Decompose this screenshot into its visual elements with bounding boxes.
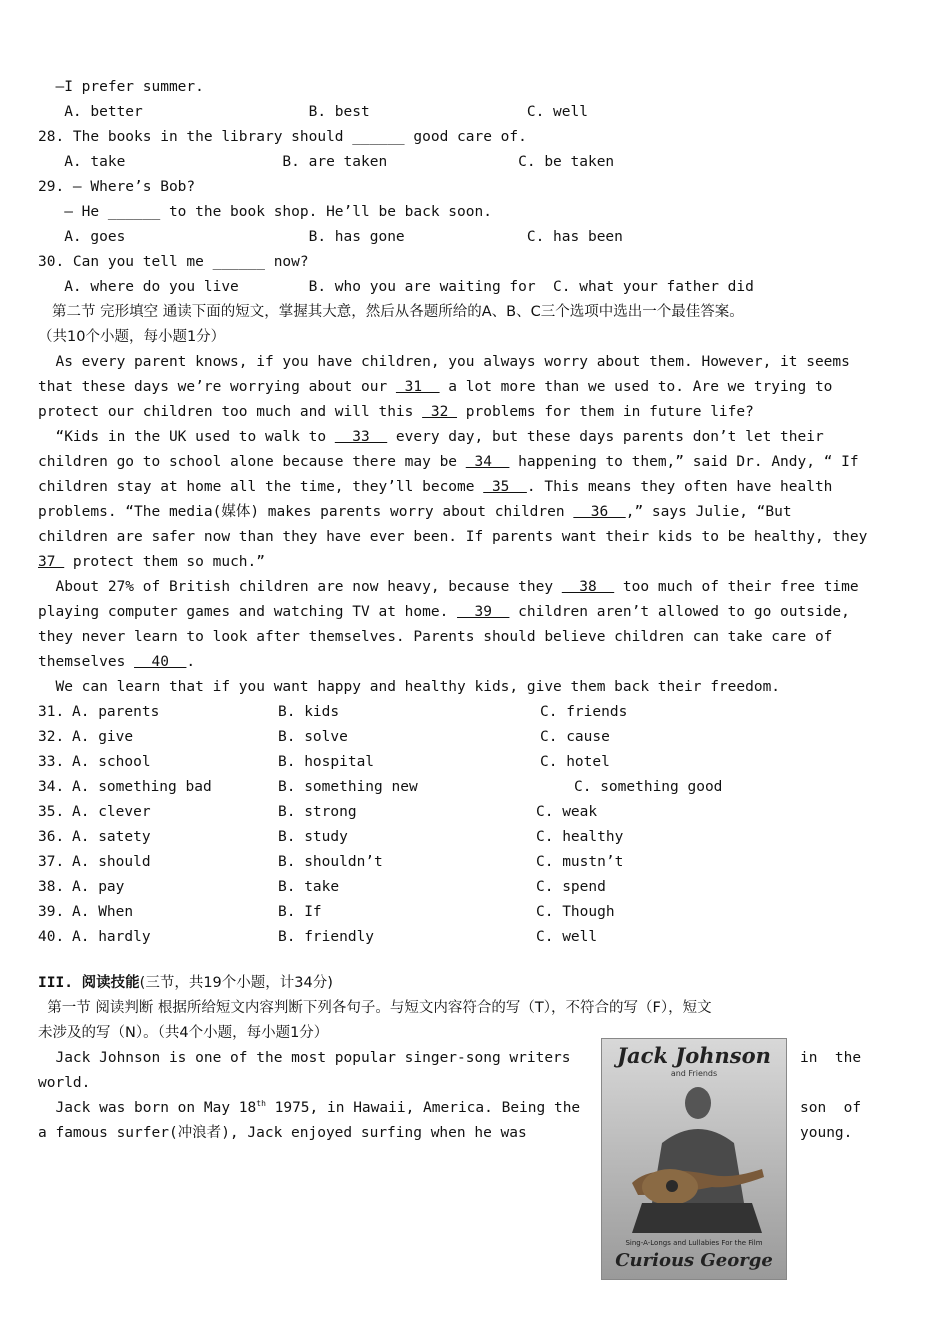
q28-options: A. take B. are taken C. be taken bbox=[38, 154, 615, 170]
option-b: B. something new bbox=[278, 779, 418, 795]
album-title: Jack Johnson bbox=[617, 1043, 771, 1068]
passage-line: “Kids in the UK used to walk to 33 every day, but these days parents don’t let their bbox=[38, 429, 824, 445]
option-c: C. well bbox=[536, 929, 598, 945]
option-number: 32. bbox=[38, 729, 65, 745]
option-b: B. strong bbox=[278, 804, 357, 820]
option-c: C. Though bbox=[536, 904, 615, 920]
passage-line: that these days we’re worrying about our 31 a lot more than we used to. Are we trying to bbox=[38, 379, 833, 395]
passage-line: About 27% of British children are now heavy, because they 38 too much of their free time bbox=[38, 579, 859, 595]
option-number: 35. bbox=[38, 804, 65, 820]
passage-line: children go to school alone because there may be 34 happening to them,” said Dr. Andy, “ If bbox=[38, 454, 859, 470]
passage-line: themselves 40 . bbox=[38, 654, 196, 670]
album-tagline: Sing-A-Longs and Lullabies For the Film bbox=[625, 1239, 763, 1247]
option-c: C. weak bbox=[536, 804, 598, 820]
blank-34: 34 bbox=[465, 454, 510, 470]
option-a: A. school bbox=[72, 754, 151, 770]
q27-answer: —I prefer summer. bbox=[38, 79, 204, 95]
option-a: A. hardly bbox=[72, 929, 151, 945]
option-c: C. hotel bbox=[540, 754, 610, 770]
q30-options: A. where do you live B. who you are waiting for C. what your father did bbox=[38, 279, 754, 295]
section2-instructions-cont: （共10个小题，每小题1分） bbox=[38, 329, 226, 345]
option-b: B. hospital bbox=[278, 754, 375, 770]
option-a: A. satety bbox=[72, 829, 151, 845]
q29-options: A. goes B. has gone C. has been bbox=[38, 229, 623, 245]
reading-line: Jack was born on May 18th 1975, in Hawaii, America. Being the bbox=[38, 1099, 581, 1116]
option-a: A. give bbox=[72, 729, 134, 745]
option-a: A. should bbox=[72, 854, 151, 870]
album-cover-image bbox=[601, 1038, 787, 1280]
album-subtitle: and Friends bbox=[670, 1069, 718, 1078]
passage-line: playing computer games and watching TV at home. 39 children aren’t allowed to go outside, bbox=[38, 604, 850, 620]
option-number: 40. bbox=[38, 929, 65, 945]
passage-line: 37 protect them so much.” bbox=[38, 554, 265, 570]
section3-instructions-cont: 未涉及的写（N）。（共4个小题，每小题1分） bbox=[38, 1025, 329, 1041]
reading-line-end: young. bbox=[800, 1125, 853, 1141]
passage-line: protect our children too much and will this 32 problems for them in future life? bbox=[38, 404, 754, 420]
option-c: C. mustn’t bbox=[536, 854, 624, 870]
blank-33: 33 bbox=[334, 429, 388, 445]
blank-38: 38 bbox=[561, 579, 615, 595]
blank-36: 36 bbox=[573, 504, 626, 520]
option-c: C. friends bbox=[540, 704, 628, 720]
option-b: B. take bbox=[278, 879, 340, 895]
option-number: 39. bbox=[38, 904, 65, 920]
option-b: B. friendly bbox=[278, 929, 375, 945]
option-b: B. study bbox=[278, 829, 348, 845]
q29-stem: 29. — Where’s Bob? bbox=[38, 179, 196, 195]
option-number: 31. bbox=[38, 704, 65, 720]
q29-answer: — He ______ to the book shop. He’ll be back soon. bbox=[38, 204, 492, 220]
option-c: C. cause bbox=[540, 729, 610, 745]
option-c: C. something good bbox=[574, 779, 723, 795]
option-a: A. pay bbox=[72, 879, 125, 895]
blank-35: 35 bbox=[483, 479, 527, 495]
section3-heading: III. 阅读技能(三节，共19个小题，计34分) bbox=[38, 975, 333, 991]
option-number: 38. bbox=[38, 879, 65, 895]
q30-stem: 30. Can you tell me ______ now? bbox=[38, 254, 309, 270]
option-c: C. spend bbox=[536, 879, 606, 895]
section3-instructions: 第一节 阅读判断 根据所给短文内容判断下列各句子。与短文内容符合的写（T），不符合的写（F），短文 bbox=[38, 1000, 712, 1016]
q28-stem: 28. The books in the library should ______ good care of. bbox=[38, 129, 527, 145]
blank-37: 37 bbox=[38, 554, 65, 570]
option-a: A. clever bbox=[72, 804, 151, 820]
section2-instructions: 第二节 完形填空 通读下面的短文，掌握其大意，然后从各题所给的A、B、C三个选项中选出一个最佳答案。 bbox=[52, 304, 744, 320]
reading-line: Jack Johnson is one of the most popular singer-song writers bbox=[38, 1050, 571, 1066]
option-number: 34. bbox=[38, 779, 65, 795]
blank-39: 39 bbox=[457, 604, 510, 620]
passage-line: We can learn that if you want happy and healthy kids, give them back their freedom. bbox=[38, 679, 781, 695]
blank-40: 40 bbox=[134, 654, 187, 670]
blank-32: 32 bbox=[422, 404, 458, 420]
guitarist-figure bbox=[612, 1083, 776, 1235]
option-b: B. kids bbox=[278, 704, 340, 720]
album-film-title: Curious George bbox=[615, 1250, 773, 1271]
passage-line: children are safer now than they have ever been. If parents want their kids to be healthy, they bbox=[38, 529, 868, 545]
option-b: B. solve bbox=[278, 729, 348, 745]
option-number: 37. bbox=[38, 854, 65, 870]
option-b: B. shouldn’t bbox=[278, 854, 383, 870]
passage-line: they never learn to look after themselves. Parents should believe children can take care of bbox=[38, 629, 833, 645]
reading-line: a famous surfer(冲浪者), Jack enjoyed surfing when he was bbox=[38, 1125, 527, 1141]
passage-line: problems. “The media(媒体) makes parents worry about children 36 ,” says Julie, “But bbox=[38, 504, 792, 520]
option-a: A. When bbox=[72, 904, 134, 920]
passage-line: As every parent knows, if you have children, you always worry about them. However, it seems bbox=[38, 354, 850, 370]
blank-31: 31 bbox=[395, 379, 440, 395]
option-number: 33. bbox=[38, 754, 65, 770]
q27-options: A. better B. best C. well bbox=[38, 104, 588, 120]
option-c: C. healthy bbox=[536, 829, 624, 845]
reading-line: world. bbox=[38, 1075, 91, 1091]
option-b: B. If bbox=[278, 904, 322, 920]
option-a: A. parents bbox=[72, 704, 160, 720]
option-a: A. something bad bbox=[72, 779, 212, 795]
passage-line: children stay at home all the time, they’ll become 35 . This means they often have health bbox=[38, 479, 833, 495]
option-number: 36. bbox=[38, 829, 65, 845]
reading-line-end: in the bbox=[800, 1050, 862, 1066]
reading-line-end: son of bbox=[800, 1100, 862, 1116]
